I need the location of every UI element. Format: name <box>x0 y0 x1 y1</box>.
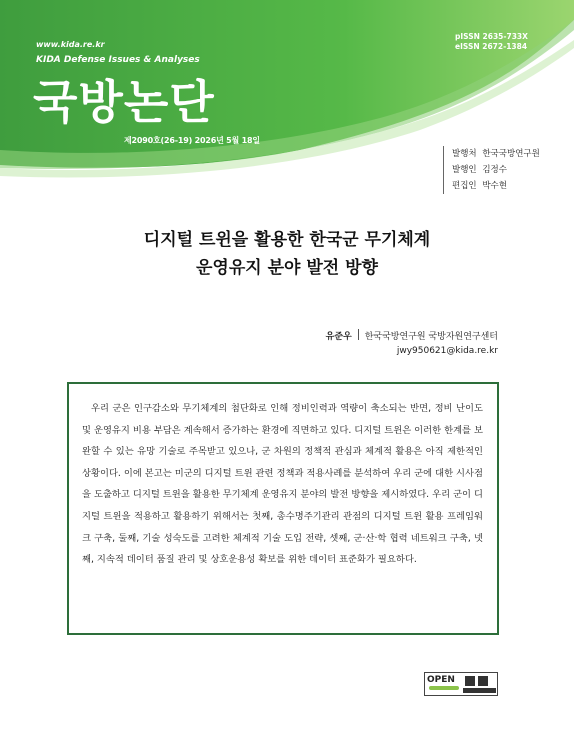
open-license-badge <box>424 672 498 696</box>
author-block <box>326 329 498 358</box>
editor-value: 박수현 <box>482 181 507 191</box>
issuer-row <box>452 162 540 178</box>
document-title <box>0 226 574 282</box>
publisher-row <box>452 146 540 162</box>
issn-print: pISSN 2635-733X <box>455 32 528 41</box>
editor-label: 편집인 <box>452 181 477 191</box>
issn-online: eISSN 2672-1384 <box>455 42 528 51</box>
issuer-label: 발행인 <box>452 165 477 175</box>
issn-block <box>455 32 528 52</box>
issuer-value: 김정수 <box>482 165 507 175</box>
author-separator <box>358 329 359 340</box>
license-type-bar <box>463 688 496 693</box>
publication-info <box>443 146 540 194</box>
commercial-icon <box>478 676 488 686</box>
website-url[interactable]: www.kida.re.kr <box>36 40 105 49</box>
editor-row <box>452 178 540 194</box>
attribution-icon <box>465 676 475 686</box>
title-line-2: 운영유지 분야 발전 방향 <box>196 258 378 278</box>
author-email[interactable]: jwy950621@kida.re.kr <box>396 346 498 356</box>
issue-info: 제2090호(26-19) 2026년 5월 18일 <box>124 136 260 145</box>
masthead-title: 국방논단 <box>33 75 215 129</box>
abstract-box: 우리 군은 인구감소와 무기체계의 첨단화로 인해 정비인력과 역량이 축소되는 반면, 정비 난이도 및 운영유지 비용 부담은 계속해서 증가하는 환경에 직면하고 있다. 디지털 트윈은 이러한 한계를 보완할 수 있는 유망 기술로 주목받고 있으나, 군 차원의 정책적 관심과 체계적 활용은 아직 제한적인 상황이다. 이에 본고는 미군의 디지털 트윈 관련 정책과 적용사례를 분석하여 우리 군에 대한 시사점을 도출하고 디지털 트윈을 활용한 무기체계 운영유지 분야의 발전 방향을 제시하였다. 우리 군이 디지털 트윈을 적용하고 활용하기 위해서는 첫째, 총수명주기관리 관점의 디지털 트윈 활용 프레임워크 구축, 둘째, 기술 성숙도를 고려한 체계적 기술 도입 전략, 셋째, 군·산·학 협력 네트워크 구축, 넷째, 지속적 데이터 품질 관리 및 상호운용성 확보를 위한 데이터 표준화가 필요하다. <box>67 382 499 635</box>
publisher-label: 발행처 <box>452 149 477 159</box>
publisher-value: 한국국방연구원 <box>482 149 540 159</box>
open-ring-icon <box>429 686 459 690</box>
author-name: 유준우 <box>325 332 352 342</box>
title-line-1: 디지털 트윈을 활용한 한국군 무기체계 <box>143 230 431 250</box>
author-affiliation: 한국국방연구원 국방자원연구센터 <box>364 332 498 342</box>
series-name: KIDA Defense Issues & Analyses <box>36 55 200 65</box>
open-label: OPEN <box>427 675 455 685</box>
